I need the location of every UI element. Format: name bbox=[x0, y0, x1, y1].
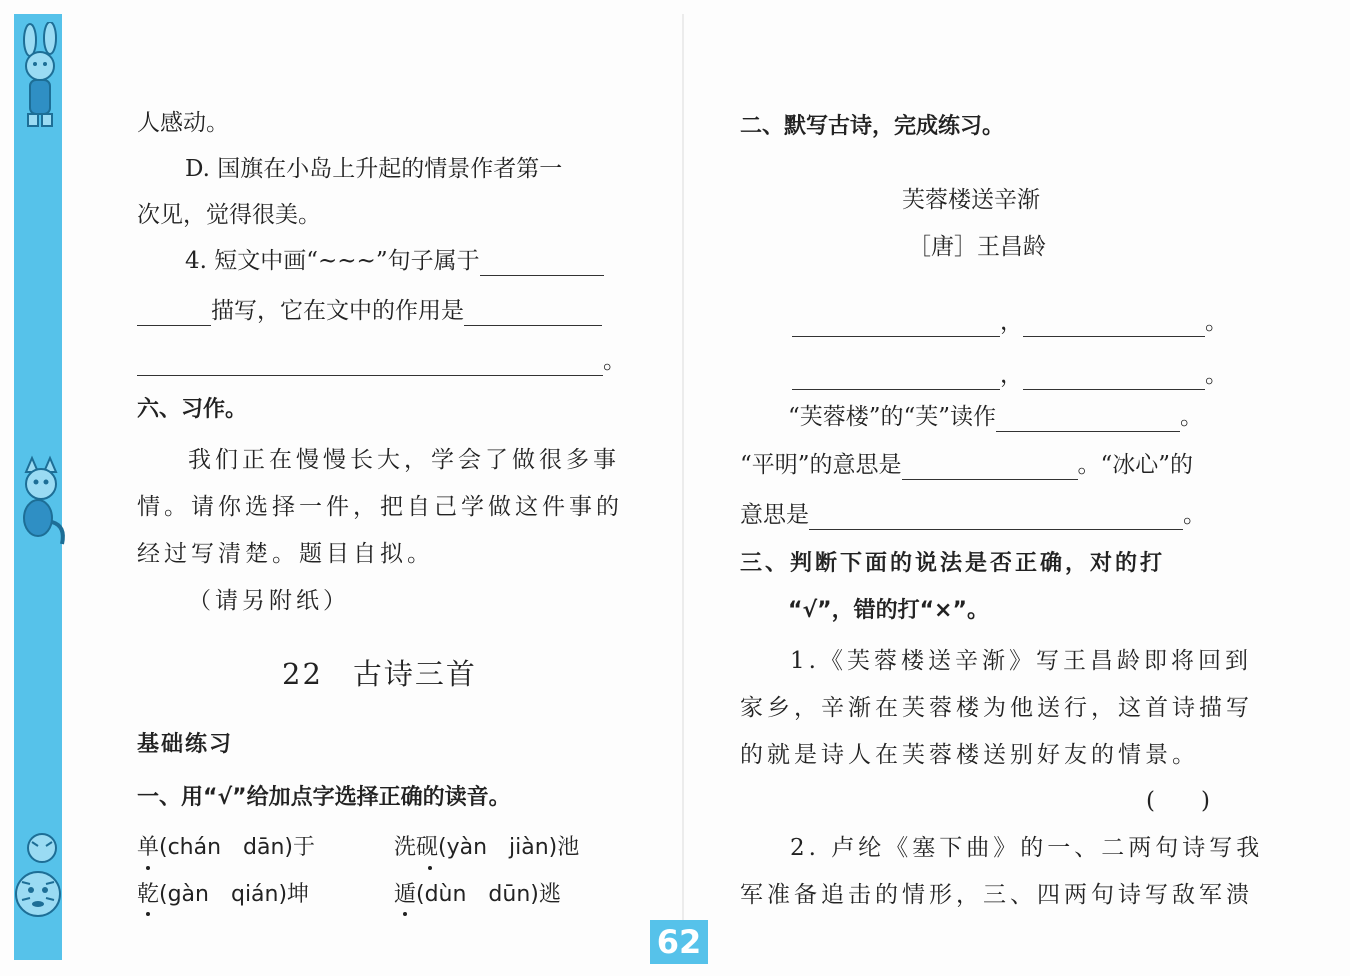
question-4 bbox=[185, 246, 604, 276]
emphasis-dot bbox=[403, 912, 407, 916]
question-bingxin bbox=[740, 500, 1206, 530]
essay-prompt-3: 经过写清楚。题目自拟。 bbox=[137, 541, 434, 567]
answer-blank[interactable] bbox=[464, 303, 602, 326]
answer-blank[interactable] bbox=[480, 253, 604, 276]
question-pingming bbox=[740, 450, 1193, 480]
answer-blank[interactable] bbox=[792, 367, 1000, 390]
section-3-title: 三、判断下面的说法是否正确，对的打 bbox=[740, 551, 1166, 576]
poem-line-2 bbox=[792, 360, 1228, 390]
poem-line-1 bbox=[792, 307, 1228, 337]
rabbit-cartoon-icon bbox=[8, 22, 70, 132]
poem-author: ［唐］王昌龄 bbox=[908, 234, 1046, 260]
question-bingxin-text-2: 意思是 bbox=[740, 502, 809, 528]
answer-blank[interactable] bbox=[996, 409, 1180, 432]
question-4-text-2: 描写，它在文中的作用是 bbox=[211, 298, 464, 324]
tiger-cartoon-icon bbox=[8, 824, 70, 934]
section-1-title: 一、用“√”给加点字选择正确的读音。 bbox=[137, 785, 511, 810]
answer-blank[interactable] bbox=[792, 314, 1000, 337]
lesson-title: 古诗三首 bbox=[352, 657, 477, 691]
poem-title: 芙蓉楼送辛渐 bbox=[902, 187, 1040, 213]
essay-prompt-1: 我们正在慢慢长大，学会了做很多事 bbox=[188, 447, 620, 473]
period: 。 bbox=[1180, 404, 1204, 430]
judgement-2-line-2: 军准备追击的情形，三、四两句诗写敌军溃 bbox=[740, 882, 1253, 908]
question-pingming-text: “平明”的意思是 bbox=[740, 452, 902, 478]
cat-cartoon-icon bbox=[8, 452, 70, 562]
emphasis-dot bbox=[146, 866, 150, 870]
question-bingxin-text: 。“冰心”的 bbox=[1077, 452, 1194, 478]
comma: ， bbox=[1000, 309, 1023, 335]
answer-blank[interactable] bbox=[1023, 314, 1205, 337]
text-line: 人感动。 bbox=[137, 110, 229, 136]
pinyin-item: 遁(dùn dūn)逃 bbox=[394, 882, 561, 907]
text-line: 次见，觉得很美。 bbox=[137, 202, 321, 228]
answer-blank[interactable] bbox=[902, 457, 1078, 480]
period: 。 bbox=[603, 348, 626, 374]
judgement-1-line-1: 1.《芙蓉楼送辛渐》写王昌龄即将回到 bbox=[790, 648, 1252, 674]
answer-blank[interactable] bbox=[1023, 367, 1205, 390]
answer-blank[interactable] bbox=[137, 353, 603, 376]
question-4-cont bbox=[137, 296, 602, 326]
section-3-title-2: “√”，错的打“×”。 bbox=[788, 598, 989, 623]
answer-blank[interactable] bbox=[809, 507, 1183, 530]
pinyin-item: 洗砚(yàn jiàn)池 bbox=[394, 835, 580, 860]
page-number: 62 bbox=[650, 920, 708, 964]
lesson-number: 22 bbox=[282, 657, 323, 691]
essay-note: （请另附纸） bbox=[188, 588, 350, 614]
section-6-title: 六、习作。 bbox=[137, 397, 248, 422]
period: 。 bbox=[1183, 502, 1206, 528]
question-fu bbox=[788, 402, 1203, 432]
emphasis-dot bbox=[146, 912, 150, 916]
emphasis-dot bbox=[428, 866, 432, 870]
question-fu-text: “芙蓉楼”的“芙”读作 bbox=[788, 404, 997, 430]
comma: ， bbox=[1000, 362, 1023, 388]
period: 。 bbox=[1205, 309, 1228, 335]
judgement-1-line-2: 家乡，辛渐在芙蓉楼为他送行，这首诗描写 bbox=[740, 695, 1253, 721]
page-gutter bbox=[682, 14, 684, 960]
period: 。 bbox=[1205, 362, 1228, 388]
question-4-text: 4. 短文中画“~~~”句子属于 bbox=[185, 248, 480, 274]
essay-prompt-2: 情。请你选择一件，把自己学做这件事的 bbox=[137, 494, 623, 520]
judgement-1-line-3: 的就是诗人在芙蓉楼送别好友的情景。 bbox=[740, 742, 1199, 768]
option-d: D. 国旗在小岛上升起的情景作者第一 bbox=[185, 156, 563, 182]
question-4-answer-line bbox=[137, 346, 626, 376]
answer-parentheses[interactable]: ( ) bbox=[1146, 788, 1210, 814]
basic-practice-heading: 基础练习 bbox=[137, 732, 234, 757]
pinyin-item: 乾(gàn qián)坤 bbox=[137, 882, 310, 907]
section-2-title: 二、默写古诗，完成练习。 bbox=[740, 114, 1005, 139]
lesson-heading bbox=[282, 652, 477, 693]
judgement-2-line-1: 2. 卢纶《塞下曲》的一、二两句诗写我 bbox=[790, 835, 1264, 861]
pinyin-item: 单(chán dān)于 bbox=[137, 835, 316, 860]
answer-blank[interactable] bbox=[137, 303, 211, 326]
